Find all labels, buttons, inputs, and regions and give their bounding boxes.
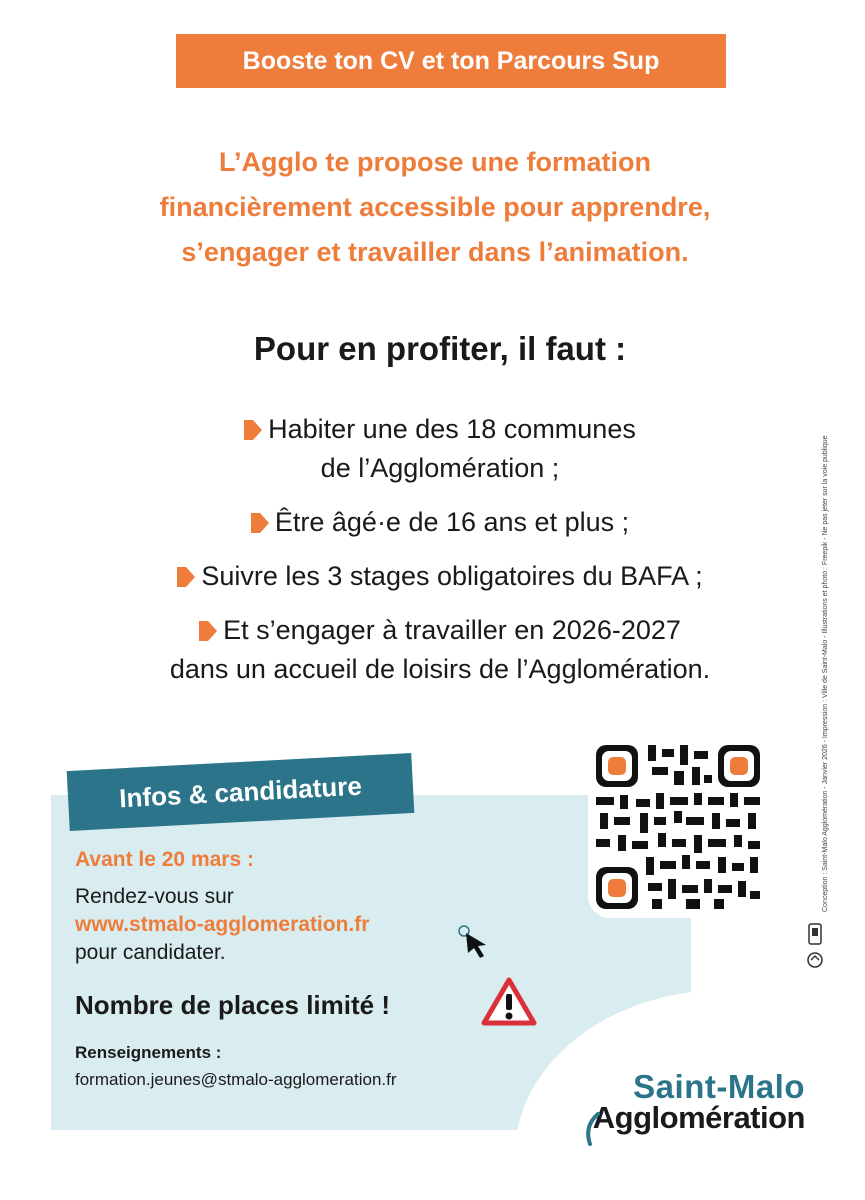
logo-text-top: Saint-Malo	[633, 1068, 805, 1105]
qr-code-icon[interactable]	[596, 745, 760, 914]
bullet-icon	[177, 567, 195, 587]
bullet-icon	[251, 513, 269, 533]
intro-line: financièrement accessible pour apprendre,	[159, 192, 711, 222]
bullet-icon	[199, 621, 217, 641]
contact-label: Renseignements :	[75, 1043, 222, 1062]
warning-icon	[480, 976, 538, 1033]
bullet-icon	[244, 420, 262, 440]
headline-banner: Booste ton CV et ton Parcours Sup	[176, 34, 726, 88]
condition-text: Et s’engager à travailler en 2026-2027	[223, 615, 681, 645]
cursor-icon	[458, 925, 490, 966]
website-link[interactable]: www.stmalo-agglomeration.fr	[75, 913, 370, 936]
deadline-text: Avant le 20 mars :	[75, 848, 254, 871]
visit-text	[75, 883, 369, 967]
logo-text-bottom: Agglomération	[592, 1100, 805, 1135]
condition-item	[50, 557, 830, 596]
condition-item	[50, 611, 830, 689]
condition-text-cont: de l’Agglomération ;	[320, 453, 560, 483]
logo	[590, 1068, 805, 1136]
visit-before: Rendez-vous sur	[75, 885, 234, 908]
intro-line: L’Agglo te propose une formation	[219, 147, 651, 177]
condition-text: Être âgé·e de 16 ans et plus ;	[274, 507, 630, 537]
credits-text: Conception : Saint-Malo Agglomération - Janvier 2026 - Impression : Ville de Saint-Malo - Illustrations et photo : Freepik - Ne pas jeter sur la voie publique	[822, 435, 829, 912]
print-credits	[810, 352, 829, 912]
condition-item	[50, 410, 830, 488]
recycle-icons	[806, 922, 824, 977]
condition-text: Habiter une des 18 communes	[268, 414, 636, 444]
contact-email[interactable]: formation.jeunes@stmalo-agglomeration.fr	[75, 1070, 397, 1089]
visit-after: pour candidater.	[75, 941, 226, 964]
info-tab-label: Infos & candidature	[67, 753, 415, 831]
intro-text	[60, 140, 810, 275]
conditions-list	[50, 410, 830, 704]
condition-text-cont: dans un accueil de loisirs de l’Agglomération.	[169, 654, 711, 684]
logo-swoosh-icon	[582, 1112, 602, 1146]
condition-item	[50, 503, 830, 542]
intro-line: s’engager et travailler dans l’animation.	[181, 237, 689, 267]
conditions-title: Pour en profiter, il faut :	[253, 330, 627, 367]
limited-places: Nombre de places limité !	[75, 990, 390, 1020]
condition-text: Suivre les 3 stages obligatoires du BAFA ;	[201, 561, 703, 591]
